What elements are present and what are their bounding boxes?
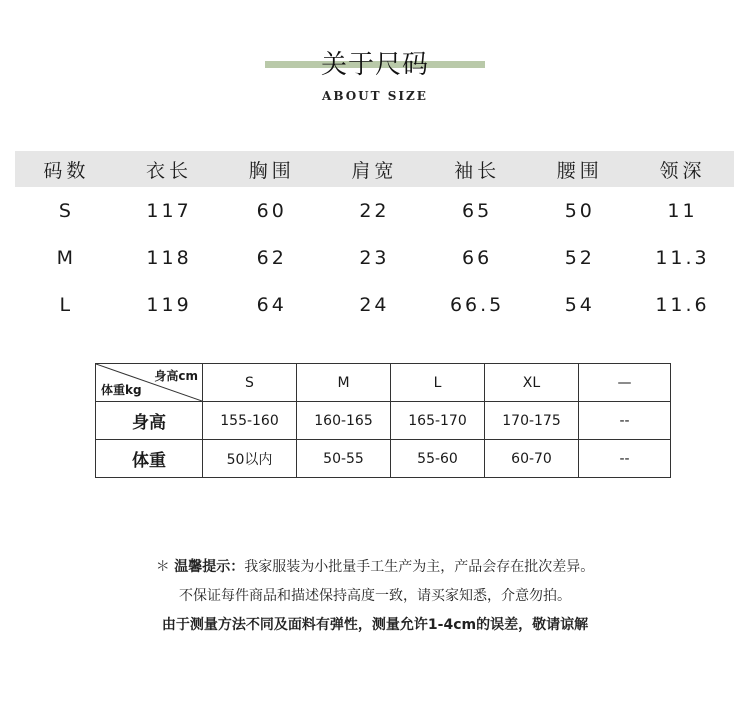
row-label: 体重 [96,440,203,478]
table-cell: 54 [564,293,595,316]
table-cell: 66.5 [449,293,505,316]
table-cell: S [58,199,74,222]
star-icon: ＊ [155,559,170,575]
page-title: 关于尺码 [320,50,429,80]
table-cell: 170-175 [485,402,579,440]
notes-section [0,557,750,644]
header-cell: 领深 [659,159,706,182]
table-cell: 119 [146,293,192,316]
size-table-header [15,151,734,187]
table-cell: 50以内 [203,440,297,478]
note-line-1 [0,557,750,586]
table-cell: 60 [256,199,287,222]
table-cell: 22 [359,199,390,222]
table-cell: 65 [462,199,493,222]
size-header-cell: S [203,364,297,402]
table-cell: 118 [146,246,192,269]
header-cell: 袖长 [454,159,501,182]
header-cell: 码数 [43,159,90,182]
size-header-cell: M [297,364,391,402]
table-cell: 11.6 [655,293,710,316]
header-cell: 肩宽 [351,159,398,182]
table-cell: -- [579,440,671,478]
row-label: 身高 [96,402,203,440]
corner-height-label: 身高cm [154,369,198,383]
table-cell: M [56,246,77,269]
table-cell: 117 [146,199,192,222]
table-cell: 24 [359,293,390,316]
size-header-cell: L [391,364,485,402]
table-cell: 55-60 [391,440,485,478]
table-row [15,281,734,328]
table-cell: 62 [256,246,287,269]
table-row [15,234,734,281]
table-cell: 23 [359,246,390,269]
table-row [96,440,671,478]
table-cell: 11.3 [655,246,710,269]
table-cell: 165-170 [391,402,485,440]
table-cell: L [59,293,74,316]
size-header-cell: — [579,364,671,402]
size-recommendation-table [95,363,671,478]
table-row [15,187,734,234]
header-cell: 腰围 [556,159,603,182]
table-cell: 160-165 [297,402,391,440]
size-header-cell: XL [485,364,579,402]
table-cell: 52 [564,246,595,269]
table-row [96,402,671,440]
tip-label: 温馨提示： [174,559,245,575]
corner-cell [96,364,203,402]
note-line-3: 由于测量方法不同及面料有弹性，测量允许1-4cm的误差，敬请谅解 [161,617,589,633]
table-cell: 155-160 [203,402,297,440]
table-row [96,364,671,402]
table-cell: 66 [462,246,493,269]
table-cell: 60-70 [485,440,579,478]
table-cell: 50 [564,199,595,222]
table-cell: -- [579,402,671,440]
size-table [15,151,734,328]
header-cell: 衣长 [146,159,193,182]
table-cell: 11 [667,199,698,222]
table-cell: 50-55 [297,440,391,478]
note-text-1: 我家服装为小批量手工生产为主，产品会存在批次差异。 [244,559,595,575]
corner-weight-label: 体重kg [101,383,142,397]
page-subtitle: ABOUT SIZE [322,89,428,103]
note-line-2: 不保证每件商品和描述保持高度一致，请买家知悉，介意勿拍。 [179,588,571,604]
table-cell: 64 [256,293,287,316]
header-cell: 胸围 [248,159,295,182]
